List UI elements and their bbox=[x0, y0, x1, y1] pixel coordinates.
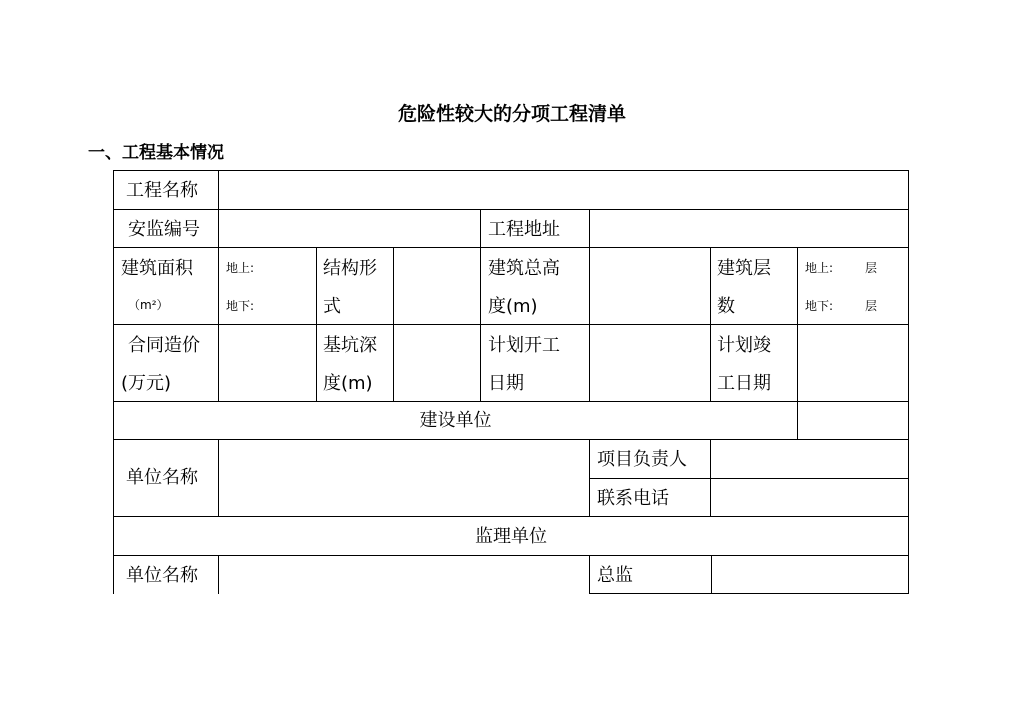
floors-above-label: 地上: bbox=[805, 261, 834, 275]
table-rule bbox=[113, 516, 909, 517]
supervision-unit-header: 监理单位 bbox=[475, 526, 547, 547]
table-rule bbox=[113, 170, 909, 171]
area-below-label: 地下: bbox=[226, 299, 255, 313]
structure-type-label-cont: 式 bbox=[323, 296, 341, 317]
construction-unit-name-label: 单位名称 bbox=[126, 467, 198, 488]
floor-count-label-cont: 数 bbox=[717, 296, 735, 317]
total-height-label-cont: 度(m) bbox=[488, 296, 538, 317]
table-rule bbox=[589, 555, 590, 594]
table-rule bbox=[218, 555, 219, 594]
supervision-unit-name-label: 单位名称 bbox=[126, 565, 198, 586]
planned-finish-label: 计划竣 bbox=[717, 335, 771, 356]
structure-type-label: 结构形 bbox=[323, 258, 377, 279]
table-rule bbox=[113, 209, 909, 210]
floors-below-unit: 层 bbox=[865, 299, 878, 313]
table-rule bbox=[710, 439, 711, 516]
document-title: 危险性较大的分项工程清单 bbox=[397, 103, 626, 125]
floor-count-label: 建筑层 bbox=[717, 258, 771, 279]
table-rule bbox=[589, 439, 590, 516]
table-rule bbox=[480, 209, 481, 401]
table-rule bbox=[218, 170, 219, 401]
table-rule bbox=[908, 170, 909, 594]
section-heading: 一、工程基本情况 bbox=[88, 143, 224, 163]
contract-price-unit-label: (万元) bbox=[121, 373, 172, 394]
table-rule bbox=[113, 324, 909, 325]
pit-depth-label: 基坑深 bbox=[323, 335, 377, 356]
contact-phone-label: 联系电话 bbox=[597, 488, 669, 509]
project-manager-label: 项目负责人 bbox=[597, 449, 687, 470]
planned-start-label: 计划开工 bbox=[488, 335, 560, 356]
area-above-label: 地上: bbox=[226, 261, 255, 275]
contract-price-label: 合同造价 bbox=[128, 335, 200, 356]
table-rule bbox=[113, 247, 909, 248]
planned-finish-label-cont: 工日期 bbox=[717, 373, 771, 394]
floors-below-label: 地下: bbox=[805, 299, 834, 313]
floors-above-unit: 层 bbox=[865, 261, 878, 275]
table-rule bbox=[113, 555, 909, 556]
chief-supervisor-label: 总监 bbox=[597, 565, 633, 586]
table-rule bbox=[590, 593, 909, 594]
table-rule bbox=[711, 555, 712, 594]
building-area-label: 建筑面积 bbox=[121, 258, 193, 279]
table-rule bbox=[113, 439, 909, 440]
construction-unit-header: 建设单位 bbox=[419, 410, 492, 431]
table-rule bbox=[316, 247, 317, 401]
table-rule bbox=[589, 209, 590, 401]
table-rule bbox=[113, 401, 909, 402]
table-rule bbox=[218, 439, 219, 516]
table-rule bbox=[797, 247, 798, 439]
planned-start-label-cont: 日期 bbox=[488, 373, 524, 394]
table-rule bbox=[590, 478, 909, 479]
project-name-label: 工程名称 bbox=[126, 180, 198, 201]
building-area-unit-label: （m²） bbox=[128, 298, 169, 312]
pit-depth-label-cont: 度(m) bbox=[323, 373, 373, 394]
table-rule bbox=[393, 247, 394, 401]
safety-code-label: 安监编号 bbox=[128, 219, 200, 240]
total-height-label: 建筑总高 bbox=[488, 258, 560, 279]
project-address-label: 工程地址 bbox=[488, 219, 560, 240]
table-rule bbox=[710, 247, 711, 401]
